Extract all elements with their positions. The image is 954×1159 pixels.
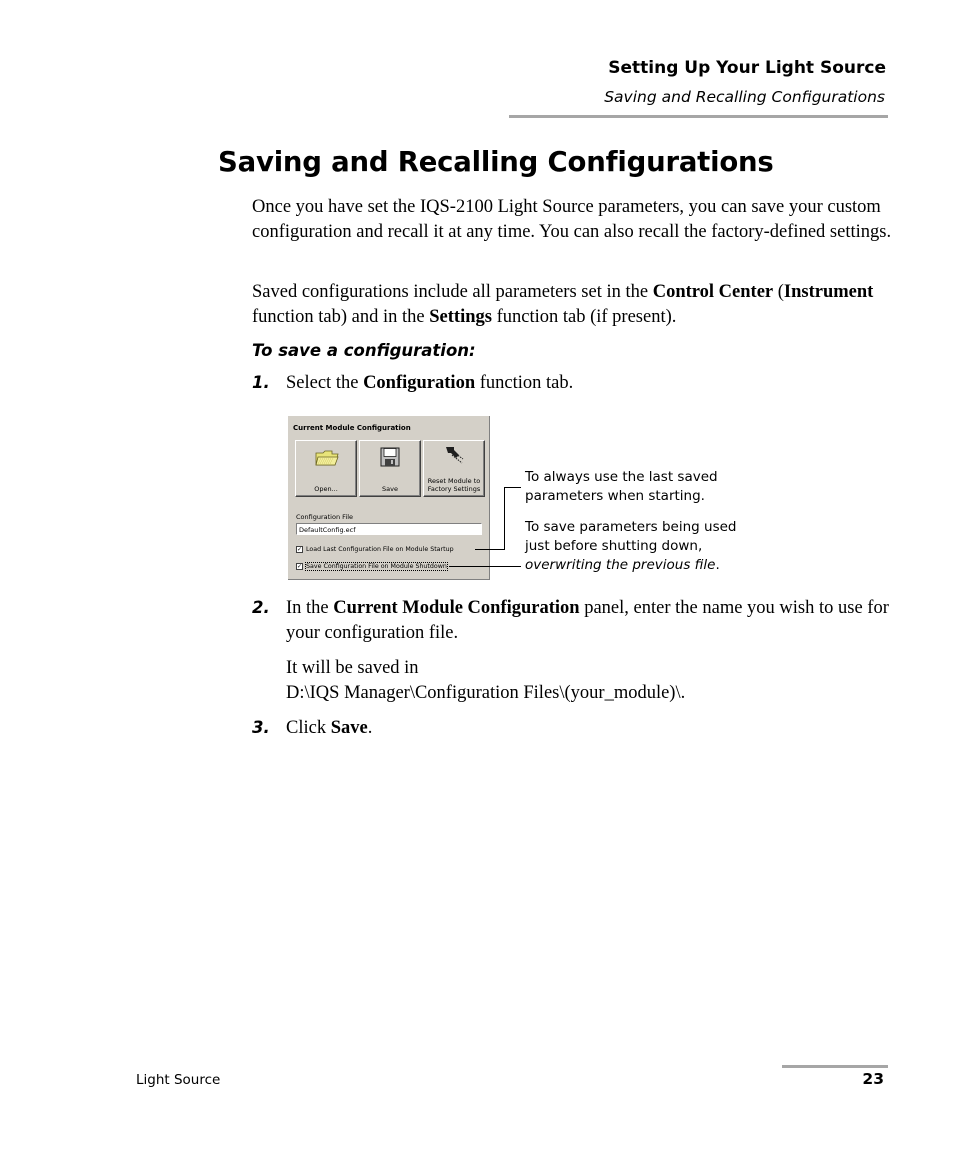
load-on-startup-callout: To always use the last saved parameters when starting. [525,469,718,504]
configuration-dialog-screenshot [287,415,490,580]
open-button-label: Open... [314,484,338,493]
load-callout-leader-top [504,487,521,488]
reset-factory-settings-button[interactable] [423,440,485,497]
save-button-label: Save [382,484,398,493]
save-on-shutdown-checkmark-icon: ✓ [297,563,303,570]
step-2-text: In the Current Module Configuration panel, enter the name you wish to use for your configuration file. [286,598,889,643]
step-3-number: 3. [252,718,270,737]
footer-rule [782,1065,888,1068]
reset-button-label: Reset Module to Factory Settings [427,477,481,493]
load-on-startup-checkbox[interactable] [296,546,454,553]
step-1-number: 1. [252,373,270,392]
open-button[interactable] [295,440,357,497]
load-callout-leader-horizontal [475,549,504,550]
header-rule [509,115,888,118]
step-2-number: 2. [252,598,270,617]
step-1-text: Select the Configuration function tab. [286,373,574,393]
saved-configurations-paragraph: Saved configurations include all parameters set in the Control Center (Instrument function tab) and in the Settings function tab (if present). [252,282,874,327]
load-on-startup-checkmark-icon: ✓ [297,546,303,553]
load-on-startup-label: Load Last Configuration File on Module Startup [306,546,454,553]
configuration-file-label: Configuration File [296,513,354,521]
save-callout-leader [449,566,521,567]
save-button[interactable] [359,440,421,497]
save-on-shutdown-checkbox[interactable] [296,563,447,570]
footer-document-name: Light Source [136,1072,221,1088]
save-on-shutdown-callout: To save parameters being used just before shutting down, overwriting the previous file. [525,519,737,573]
procedure-heading: To save a configuration: [252,341,476,360]
running-header-title: Setting Up Your Light Source [608,58,886,78]
load-callout-leader-vertical [504,487,505,550]
step-3-text: Click Save. [286,718,373,738]
configuration-file-input[interactable]: DefaultConfig.ecf [296,523,482,535]
folder-icon [314,448,340,468]
dialog-title: Current Module Configuration [293,424,411,432]
page-title: Saving and Recalling Configurations [218,146,774,178]
save-on-shutdown-label: Save Configuration File on Module Shutdown [306,563,447,570]
page-number: 23 [862,1070,884,1088]
intro-paragraph: Once you have set the IQS-2100 Light Source parameters, you can save your custom configuration and recall it at any time. You can also recall the factory-defined settings. [252,197,892,242]
step-2-save-location-note: It will be saved in D:\IQS Manager\Configuration Files\(your_module)\. [286,658,686,703]
floppy-disk-icon [380,447,400,467]
running-header-subtitle: Saving and Recalling Configurations [604,88,885,106]
reset-arrow-icon [443,445,465,465]
